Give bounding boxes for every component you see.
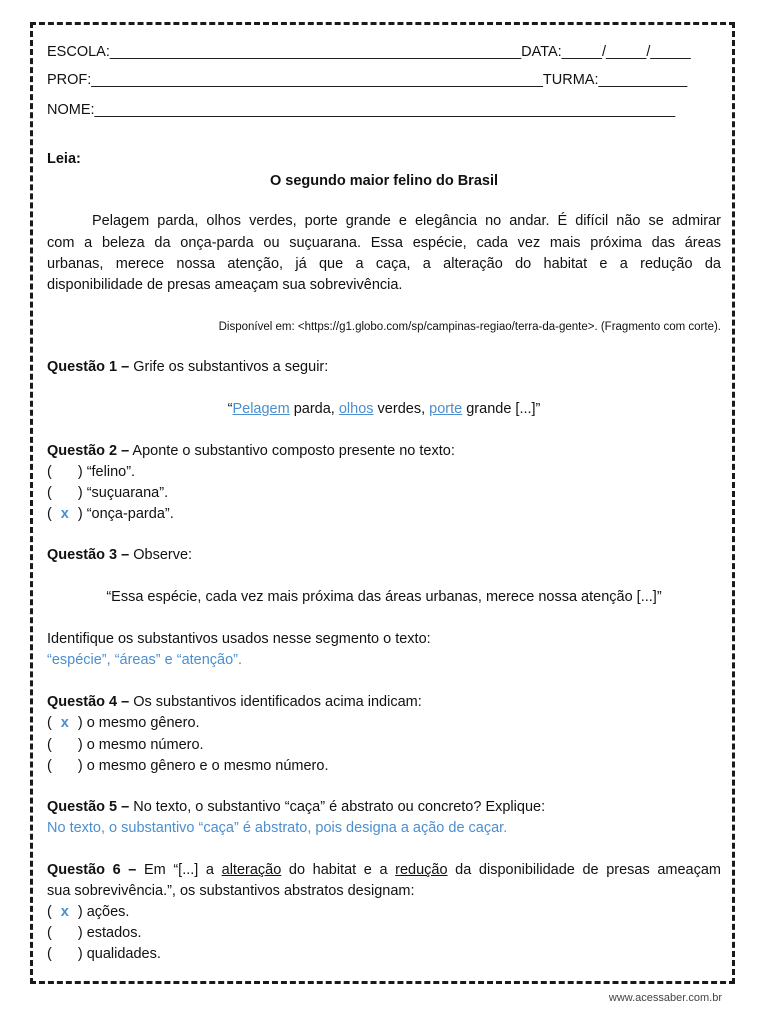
paragraph-line-2: com a beleza da onça-parda ou suçuarana. Essa espécie, cada vez mais próxima das áreas [47, 235, 721, 251]
option-open-paren: ( [47, 485, 52, 501]
question-2 [47, 441, 455, 461]
question-3-answer: “espécie”, “áreas” e “atenção”. [47, 652, 243, 668]
question-4-label: Questão 4 – [47, 694, 130, 710]
option-open-paren: ( [47, 946, 52, 962]
q4-option-2 [47, 735, 204, 755]
q2-option-2 [47, 483, 168, 503]
nome-line: NOME:________________________________________________________________________ [47, 102, 676, 118]
text-title: O segundo maior felino do Brasil [270, 173, 498, 189]
worksheet-content [47, 0, 721, 1000]
option-mark: x [60, 904, 69, 920]
quote-text-1: parda, [289, 401, 339, 417]
question-1 [47, 357, 328, 377]
escola-date-line: ESCOLA:___________________________________________________DATA:_____/_____/_____ [47, 44, 691, 60]
option-text: ) “felino”. [77, 464, 136, 480]
question-1-label: Questão 1 – [47, 359, 130, 375]
option-text: ) “onça-parda”. [77, 506, 174, 522]
footer-site-url: www.acessaber.com.br [608, 992, 722, 1004]
option-mark: x [60, 506, 69, 522]
question-6 [47, 860, 721, 880]
q6-option-3 [47, 944, 161, 964]
option-open-paren: ( [47, 758, 52, 774]
question-3 [47, 545, 192, 565]
question-2-text: Aponte o substantivo composto presente no texto: [129, 443, 455, 459]
question-6-label: Questão 6 – [47, 862, 137, 878]
question-6-text-3: da disponibilidade de presas ameaçam [447, 862, 722, 878]
q2-option-3 [47, 504, 174, 524]
paragraph-line-4: disponibilidade de presas ameaçam sua sobrevivência. [47, 277, 403, 293]
question-6-text-1: Em “[...] a [136, 862, 222, 878]
option-open-paren: ( [47, 464, 52, 480]
q2-option-1 [47, 462, 135, 482]
option-text: ) “suçuarana”. [77, 485, 169, 501]
q6-option-2 [47, 923, 142, 943]
q4-option-3 [47, 756, 328, 776]
question-2-label: Questão 2 – [47, 443, 130, 459]
word-reducao: redução [395, 862, 448, 878]
question-1-text: Grife os substantivos a seguir: [129, 359, 329, 375]
noun-porte: porte [429, 401, 463, 417]
prof-turma-line: PROF:________________________________________________________TURMA:___________ [47, 72, 688, 88]
option-text: ) o mesmo gênero e o mesmo número. [77, 758, 329, 774]
source-citation: Disponível em: <https://g1.globo.com/sp/campinas-regiao/terra-da-gente>. (Fragmento com corte). [218, 321, 721, 333]
option-text: ) qualidades. [77, 946, 161, 962]
quote-open: “ [227, 401, 233, 417]
noun-pelagem: Pelagem [232, 401, 290, 417]
paragraph-line-1: Pelagem parda, olhos verdes, porte grande e elegância no andar. É difícil não se admirar [92, 213, 721, 229]
option-text: ) ações. [77, 904, 130, 920]
question-3-quote: “Essa espécie, cada vez mais próxima das áreas urbanas, merece nossa atenção [...]” [106, 589, 662, 605]
quote-text-2: verdes, [373, 401, 430, 417]
question-3-ask: Identifique os substantivos usados nesse segmento o texto: [47, 631, 431, 647]
option-text: ) o mesmo gênero. [77, 715, 200, 731]
word-alteracao: alteração [221, 862, 282, 878]
option-text: ) o mesmo número. [77, 737, 204, 753]
q6-option-1 [47, 902, 129, 922]
quote-text-3: grande [...]” [462, 401, 541, 417]
leia-label: Leia: [47, 151, 81, 167]
question-4-text: Os substantivos identificados acima indicam: [129, 694, 422, 710]
question-5-label: Questão 5 – [47, 799, 130, 815]
question-3-label: Questão 3 – [47, 547, 130, 563]
noun-olhos: olhos [338, 401, 374, 417]
option-open-paren: ( [47, 715, 52, 731]
question-5-text: No texto, o substantivo “caça” é abstrato ou concreto? Explique: [129, 799, 546, 815]
question-4 [47, 692, 422, 712]
option-open-paren: ( [47, 925, 52, 941]
q4-option-1 [47, 713, 200, 733]
option-mark: x [60, 715, 69, 731]
question-5-answer: No texto, o substantivo “caça” é abstrato, pois designa a ação de caçar. [47, 820, 508, 836]
option-open-paren: ( [47, 904, 52, 920]
question-5 [47, 797, 545, 817]
question-3-text: Observe: [129, 547, 193, 563]
question-1-quote [47, 399, 721, 419]
option-open-paren: ( [47, 737, 52, 753]
paragraph-line-3: urbanas, merece nossa atenção, já que a caça, a alteração do habitat e a redução da [47, 256, 721, 272]
option-open-paren: ( [47, 506, 52, 522]
question-6-line-2: sua sobrevivência.”, os substantivos abstratos designam: [47, 883, 415, 899]
question-6-text-2: do habitat e a [281, 862, 396, 878]
option-text: ) estados. [77, 925, 142, 941]
